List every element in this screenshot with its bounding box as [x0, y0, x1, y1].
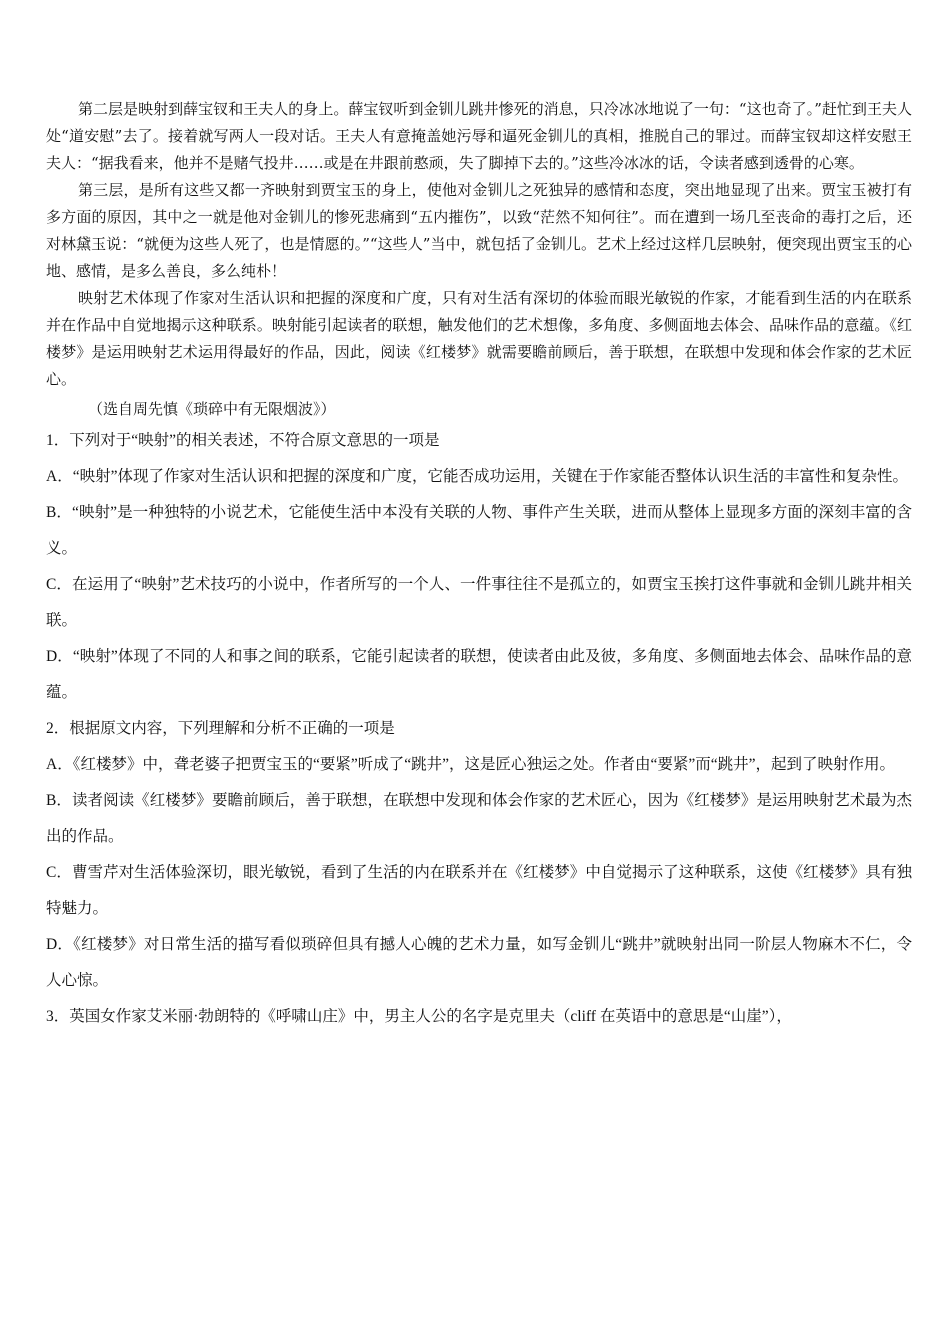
- passage-paragraph-1: 第二层是映射到薛宝钗和王夫人的身上。薛宝钗听到金钏儿跳井惨死的消息，只冷冰冰地说了一句：“这也奇了。”赶忙到王夫人处“道安慰”去了。接着就写两人一段对话。王夫人有意掩盖她污辱和逼死金钏儿的真相，推脱自己的罪过。而薛宝钗却这样安慰王夫人：“据我看来，他并不是赌气投井……或是在井跟前憨顽，失了脚掉下去的。”这些冷冰冰的话，令读者感到透骨的心寒。: [46, 100, 912, 172]
- question-2-option-d: D．《红楼梦》对日常生活的描写看似琐碎但具有撼人心魄的艺术力量，如写金钏儿“跳井”就映射出同一阶层人物麻木不仁，令人心惊。: [46, 936, 912, 989]
- question-2-option-a: A．《红楼梦》中，聋老婆子把贾宝玉的“要紧”听成了“跳井”，这是匠心独运之处。作者由“要紧”而“跳井”，起到了映射作用。: [46, 756, 895, 773]
- question-1-stem: 1．下列对于“映射”的相关表述，不符合原文意思的一项是: [46, 432, 440, 449]
- question-2: [46, 711, 912, 999]
- question-1-option-c: C．在运用了“映射”艺术技巧的小说中，作者所写的一个人、一件事往往不是孤立的，如贾宝玉挨打这件事就和金钏儿跳井相关联。: [46, 576, 912, 629]
- question-2-stem: 2．根据原文内容，下列理解和分析不正确的一项是: [46, 720, 395, 737]
- question-3-stem: 3．英国女作家艾米丽·勃朗特的《呼啸山庄》中，男主人公的名字是克里夫（cliff 在英语中的意思是“山崖”），: [46, 1008, 792, 1025]
- question-1-option-d: D．“映射”体现了不同的人和事之间的联系，它能引起读者的联想，使读者由此及彼，多角度、多侧面地去体会、品味作品的意蕴。: [46, 648, 912, 701]
- passage-source: （选自周先慎《琐碎中有无限烟波》）: [88, 400, 336, 418]
- passage-paragraph-3: 映射艺术体现了作家对生活认识和把握的深度和广度，只有对生活有深切的体验而眼光敏锐的作家，才能看到生活的内在联系并在作品中自觉地揭示这种联系。映射能引起读者的联想，触发他们的艺术想像，多角度、多侧面地去体会、品味作品的意蕴。《红楼梦》是运用映射艺术运用得最好的作品，因此，阅读《红楼梦》就需要瞻前顾后，善于联想，在联想中发现和体会作家的艺术匠心。: [46, 289, 912, 388]
- question-3: [46, 999, 912, 1035]
- question-1: [46, 423, 912, 711]
- question-1-option-b: B．“映射”是一种独特的小说艺术，它能使生活中本没有关联的人物、事件产生关联，进而从整体上显现多方面的深刻丰富的含义。: [46, 504, 912, 557]
- question-2-option-b: B．读者阅读《红楼梦》要瞻前顾后，善于联想，在联想中发现和体会作家的艺术匠心，因为《红楼梦》是运用映射艺术最为杰出的作品。: [46, 792, 912, 845]
- document-page: [46, 96, 912, 1035]
- question-2-option-c: C．曹雪芹对生活体验深切，眼光敏锐，看到了生活的内在联系并在《红楼梦》中自觉揭示了这种联系，这使《红楼梦》具有独特魅力。: [46, 864, 912, 917]
- passage-paragraph-2: 第三层，是所有这些又都一齐映射到贾宝玉的身上，使他对金钏儿之死独异的感情和态度，突出地显现了出来。贾宝玉被打有多方面的原因，其中之一就是他对金钏儿的惨死悲痛到“五内摧伤”，以致“茫然不知何往”。而在遭到一场几至丧命的毒打之后，还对林黛玉说：“就便为这些人死了，也是情愿的。”“这些人”当中，就包括了金钏儿。艺术上经过这样几层映射，便突现出贾宝玉的心地、感情，是多么善良，多么纯朴！: [46, 181, 912, 280]
- question-1-option-a: A．“映射”体现了作家对生活认识和把握的深度和广度，它能否成功运用，关键在于作家能否整体认识生活的丰富性和复杂性。: [46, 468, 908, 485]
